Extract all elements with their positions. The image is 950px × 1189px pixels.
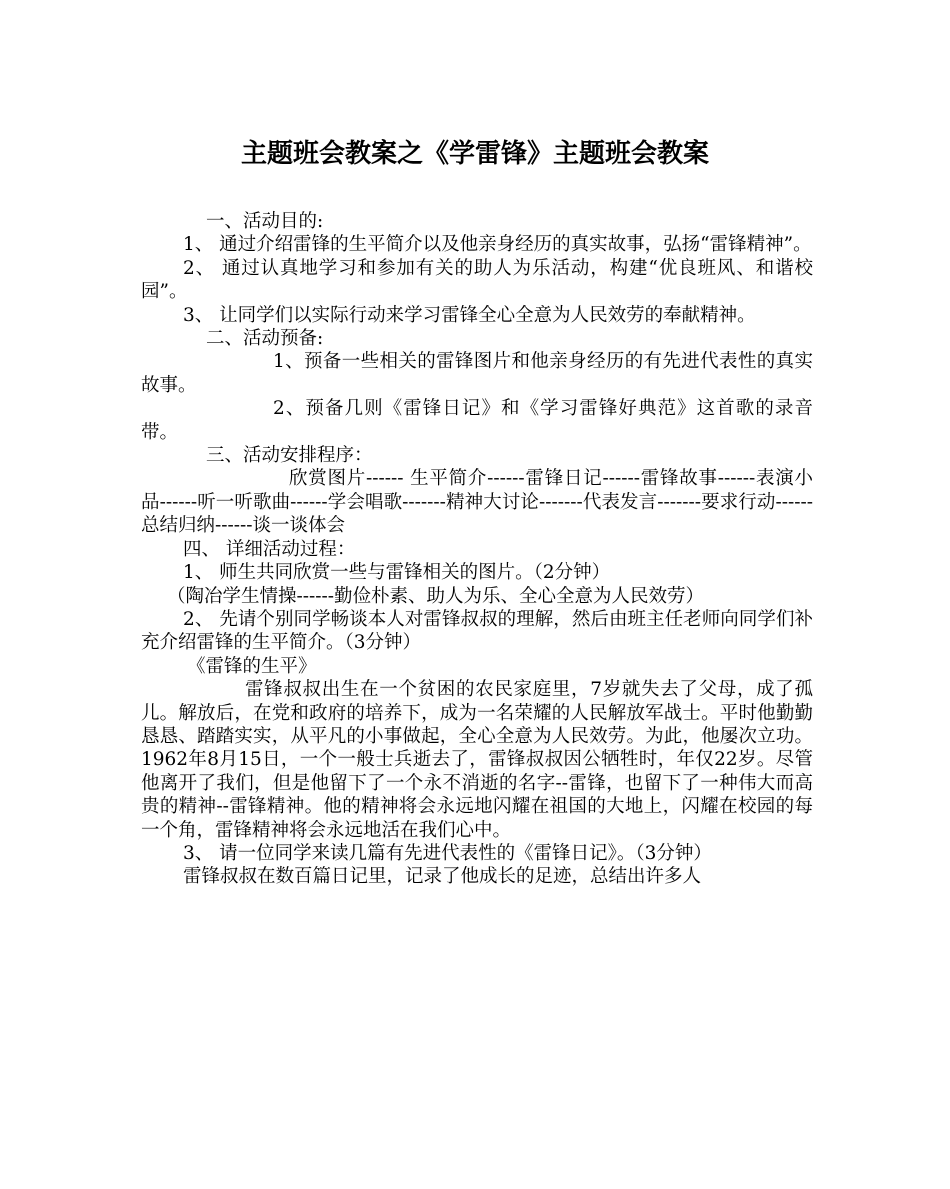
document-body [141,210,813,889]
document-title: 主题班会教案之《学雷锋》主题班会教案 [240,139,709,169]
section-heading-procedure: 三、活动安排程序： [206,445,373,467]
objective-item-3: 3、 让同学们以实际行动来学习雷锋全心全意为人民效劳的奉献精神。 [183,304,756,326]
preparation-item-1: 1、预备一些相关的雷锋图片和他亲身经历的有先进代表性的真实故事。 [141,351,813,396]
activity-step-3: 3、 请一位同学来读几篇有先进代表性的《雷锋日记》。（3分钟） [183,842,712,864]
activity-step-1-note: （陶冶学生情操------勤俭朴素、助人为乐、全心全意为人民效劳） [167,585,705,607]
section-heading-activity: 四、 详细活动过程： [183,538,356,560]
preparation-item-2: 2、预备几则《雷锋日记》和《学习雷锋好典范》这首歌的录音带。 [141,398,813,443]
section-heading-preparation: 二、活动预备: [206,328,324,350]
section-heading-objectives: 一、活动目的: [206,211,324,232]
procedure-sequence: 欣赏图片------ 生平简介------雷锋日记------雷锋故事------表演小品------听一听歌曲------学会唱歌-------精神大讨论-------代表发言-------要求行动------总结归纳------谈一谈体会 [141,468,813,537]
objective-item-1: 1、 通过介绍雷锋的生平简介以及他亲身经历的真实故事，弘扬“雷锋精神”。 [183,234,812,256]
biography-text: 雷锋叔叔出生在一个贫困的农民家庭里，7岁就失去了父母，成了孤儿。解放后，在党和政府的培养下，成为一名荣耀的人民解放军战士。平时他勤勤恳恳、踏踏实实，从平凡的小事做起，全心全意为人民效劳。为此，他屡次立功。1962年8月15日，一个一般士兵逝去了，雷锋叔叔因公牺牲时，年仅22岁。尽管他离开了我们，但是他留下了一个永不消逝的名字--雷锋，也留下了一种伟大而高贵的精神--雷锋精神。他的精神将会永远地闪耀在祖国的大地上，闪耀在校园的每一个角，雷锋精神将会永远地活在我们心中。 [141,679,813,841]
activity-step-1: 1、 师生共同欣赏一些与雷锋相关的图片。（2分钟） [183,562,611,584]
diary-intro: 雷锋叔叔在数百篇日记里，记录了他成长的足迹，总结出许多人 [183,866,702,888]
activity-step-2: 2、 先请个别同学畅谈本人对雷锋叔叔的理解，然后由班主任老师向同学们补充介绍雷锋的生平简介。（3分钟） [141,608,813,654]
objective-item-2: 2、 通过认真地学习和参加有关的助人为乐活动，构建“优良班风、和谐校园”。 [141,257,813,303]
biography-title: 《雷锋的生平》 [187,655,317,677]
